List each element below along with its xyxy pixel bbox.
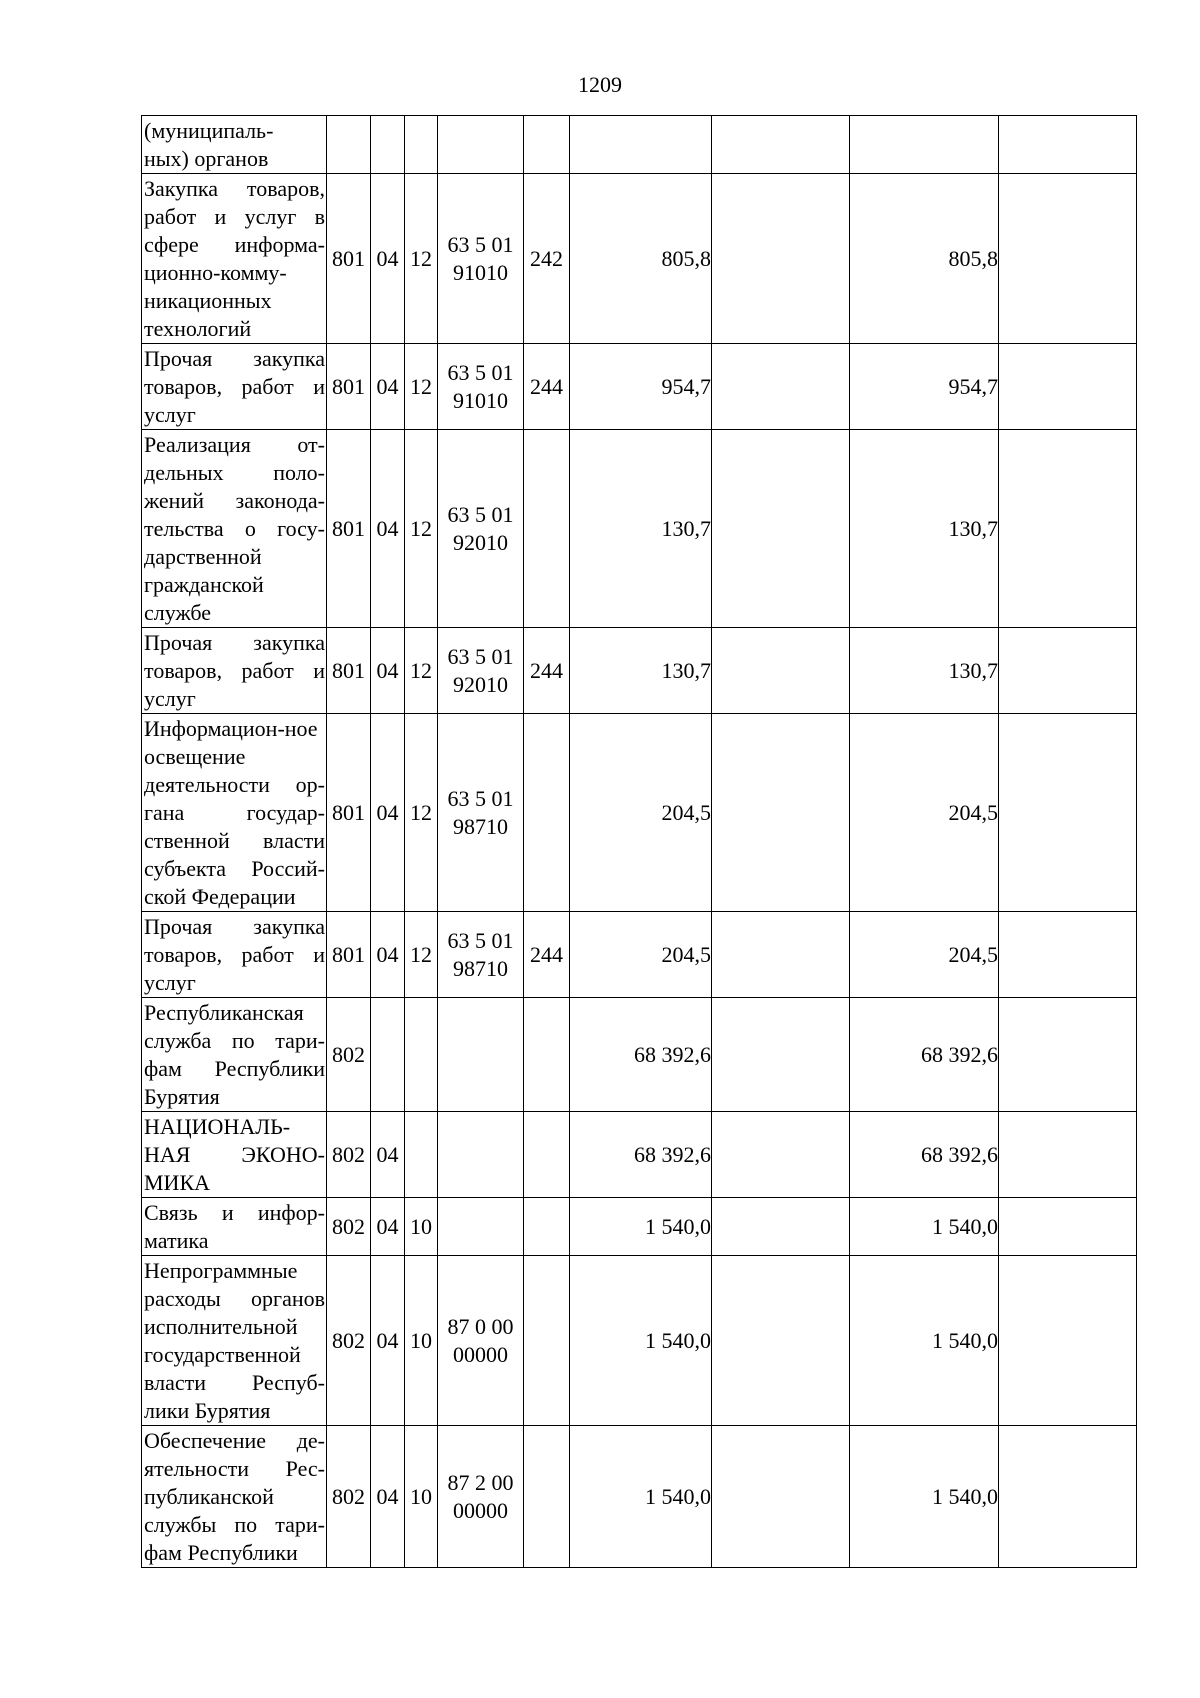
row-name-cell: Обеспечение де-ятельности Рес-публиканской службы по тари-фам Республики (142, 1426, 327, 1568)
target-article-line-2: 00000 (453, 1497, 508, 1523)
expense-type-cell (524, 1112, 570, 1198)
section-cell (371, 998, 405, 1112)
empty-cell (999, 1112, 1137, 1198)
grbs-cell: 801 (327, 430, 371, 628)
row-name-cell: Закупка товаров, работ и услуг в сфере информа-ционно-комму-никационных технологий (142, 174, 327, 344)
target-article-line-1: 87 2 00 (447, 1469, 514, 1495)
empty-cell (712, 628, 850, 714)
target-article-line-1: 63 5 01 (447, 359, 514, 385)
row-name-cell: (муниципаль- ных) органов (142, 116, 327, 174)
target-article-line-1: 87 0 00 (447, 1313, 514, 1339)
target-article-line-2: 92010 (453, 671, 508, 697)
expense-type-cell: 244 (524, 628, 570, 714)
empty-cell (999, 344, 1137, 430)
expense-type-cell (524, 1198, 570, 1256)
row-name-cell: Прочая закупка товаров, работ и услуг (142, 628, 327, 714)
expense-type-cell (524, 714, 570, 912)
table-row (142, 116, 1137, 174)
expense-type-cell: 244 (524, 912, 570, 998)
table-row (142, 628, 1137, 714)
subsection-cell: 12 (405, 912, 438, 998)
section-cell: 04 (371, 1256, 405, 1426)
subsection-cell (405, 998, 438, 1112)
expense-type-cell (524, 430, 570, 628)
section-cell: 04 (371, 1112, 405, 1198)
target-article-cell (438, 116, 524, 174)
target-article-cell (438, 998, 524, 1112)
row-name-cell: НАЦИОНАЛЬ-НАЯ ЭКОНО-МИКА (142, 1112, 327, 1198)
section-cell: 04 (371, 174, 405, 344)
target-article-line-2: 98710 (453, 955, 508, 981)
table-row (142, 174, 1137, 344)
empty-cell (712, 1426, 850, 1568)
target-article-line-2: 91010 (453, 387, 508, 413)
subsection-cell: 12 (405, 344, 438, 430)
amount-cell: 68 392,6 (570, 1112, 712, 1198)
amount-cell: 954,7 (570, 344, 712, 430)
grbs-cell: 801 (327, 628, 371, 714)
section-cell (371, 116, 405, 174)
empty-cell (999, 628, 1137, 714)
grbs-cell: 801 (327, 714, 371, 912)
target-article-cell (438, 1426, 524, 1568)
empty-cell (999, 998, 1137, 1112)
target-article-cell (438, 714, 524, 912)
amount-cell: 130,7 (570, 628, 712, 714)
table-row (142, 998, 1137, 1112)
target-article-line-2: 92010 (453, 529, 508, 555)
grbs-cell (327, 116, 371, 174)
empty-cell (712, 1112, 850, 1198)
amount-total-cell: 68 392,6 (850, 998, 999, 1112)
section-cell: 04 (371, 430, 405, 628)
subsection-cell: 12 (405, 174, 438, 344)
table-row (142, 714, 1137, 912)
grbs-cell: 801 (327, 912, 371, 998)
empty-cell (999, 714, 1137, 912)
target-article-line-1: 63 5 01 (447, 643, 514, 669)
grbs-cell: 802 (327, 998, 371, 1112)
target-article-line-2: 98710 (453, 813, 508, 839)
target-article-line-1: 63 5 01 (447, 231, 514, 257)
empty-cell (712, 1256, 850, 1426)
subsection-cell (405, 1112, 438, 1198)
amount-total-cell: 204,5 (850, 912, 999, 998)
subsection-cell: 12 (405, 714, 438, 912)
target-article-line-1: 63 5 01 (447, 927, 514, 953)
expense-type-cell (524, 998, 570, 1112)
amount-cell: 68 392,6 (570, 998, 712, 1112)
target-article-line-1: 63 5 01 (447, 501, 514, 527)
grbs-cell: 802 (327, 1426, 371, 1568)
expense-type-cell: 244 (524, 344, 570, 430)
empty-cell (712, 344, 850, 430)
amount-total-cell: 68 392,6 (850, 1112, 999, 1198)
empty-cell (712, 174, 850, 344)
target-article-cell (438, 344, 524, 430)
subsection-cell: 10 (405, 1426, 438, 1568)
amount-total-cell: 1 540,0 (850, 1198, 999, 1256)
target-article-cell (438, 912, 524, 998)
subsection-cell (405, 116, 438, 174)
empty-cell (999, 116, 1137, 174)
table-body (142, 116, 1137, 1568)
section-cell: 04 (371, 912, 405, 998)
target-article-cell (438, 628, 524, 714)
amount-total-cell: 954,7 (850, 344, 999, 430)
row-name-cell: Прочая закупка товаров, работ и услуг (142, 912, 327, 998)
grbs-cell: 801 (327, 174, 371, 344)
budget-table (141, 115, 1137, 1568)
section-cell: 04 (371, 1198, 405, 1256)
target-article-line-1: 63 5 01 (447, 785, 514, 811)
amount-cell: 1 540,0 (570, 1256, 712, 1426)
empty-cell (999, 1256, 1137, 1426)
amount-total-cell: 1 540,0 (850, 1256, 999, 1426)
page-number: 1209 (578, 72, 622, 97)
subsection-cell: 10 (405, 1256, 438, 1426)
target-article-cell (438, 174, 524, 344)
table-row (142, 344, 1137, 430)
section-cell: 04 (371, 344, 405, 430)
empty-cell (999, 1198, 1137, 1256)
amount-cell: 204,5 (570, 912, 712, 998)
amount-total-cell: 1 540,0 (850, 1426, 999, 1568)
table-row (142, 1426, 1137, 1568)
target-article-line-2: 00000 (453, 1341, 508, 1367)
expense-type-cell: 242 (524, 174, 570, 344)
amount-total-cell: 204,5 (850, 714, 999, 912)
target-article-line-2: 91010 (453, 259, 508, 285)
target-article-cell (438, 1112, 524, 1198)
target-article-cell (438, 1256, 524, 1426)
section-cell: 04 (371, 1426, 405, 1568)
amount-total-cell: 130,7 (850, 628, 999, 714)
subsection-cell: 12 (405, 628, 438, 714)
row-name-cell: Информацион-ное освещение деятельности ор-гана государ-ственной власти субъекта Россий-ской Федерации (142, 714, 327, 912)
empty-cell (999, 912, 1137, 998)
empty-cell (712, 998, 850, 1112)
empty-cell (999, 430, 1137, 628)
amount-total-cell: 805,8 (850, 174, 999, 344)
empty-cell (999, 1426, 1137, 1568)
row-name-cell: Реализация от-дельных поло-жений законода-тельства о госу-дарственной гражданской службе (142, 430, 327, 628)
target-article-cell (438, 1198, 524, 1256)
expense-type-cell (524, 1256, 570, 1426)
expense-type-cell (524, 116, 570, 174)
target-article-cell (438, 430, 524, 628)
row-name-cell: Непрограммные расходы органов исполнительной государственной власти Респуб-лики Бурятия (142, 1256, 327, 1426)
amount-cell: 805,8 (570, 174, 712, 344)
row-name-cell: Республиканская служба по тари-фам Республики Бурятия (142, 998, 327, 1112)
empty-cell (712, 912, 850, 998)
amount-cell (570, 116, 712, 174)
table-row (142, 1112, 1137, 1198)
subsection-cell: 12 (405, 430, 438, 628)
table-row (142, 430, 1137, 628)
empty-cell (999, 174, 1137, 344)
amount-cell: 204,5 (570, 714, 712, 912)
amount-cell: 130,7 (570, 430, 712, 628)
section-cell: 04 (371, 628, 405, 714)
amount-total-cell (850, 116, 999, 174)
amount-cell: 1 540,0 (570, 1426, 712, 1568)
row-name-cell: Связь и инфор-матика (142, 1198, 327, 1256)
table-row (142, 912, 1137, 998)
empty-cell (712, 1198, 850, 1256)
amount-cell: 1 540,0 (570, 1198, 712, 1256)
expense-type-cell (524, 1426, 570, 1568)
grbs-cell: 802 (327, 1256, 371, 1426)
grbs-cell: 801 (327, 344, 371, 430)
section-cell: 04 (371, 714, 405, 912)
row-name-cell: Прочая закупка товаров, работ и услуг (142, 344, 327, 430)
subsection-cell: 10 (405, 1198, 438, 1256)
empty-cell (712, 714, 850, 912)
grbs-cell: 802 (327, 1198, 371, 1256)
amount-total-cell: 130,7 (850, 430, 999, 628)
empty-cell (712, 430, 850, 628)
grbs-cell: 802 (327, 1112, 371, 1198)
empty-cell (712, 116, 850, 174)
table-row (142, 1256, 1137, 1426)
table-row (142, 1198, 1137, 1256)
